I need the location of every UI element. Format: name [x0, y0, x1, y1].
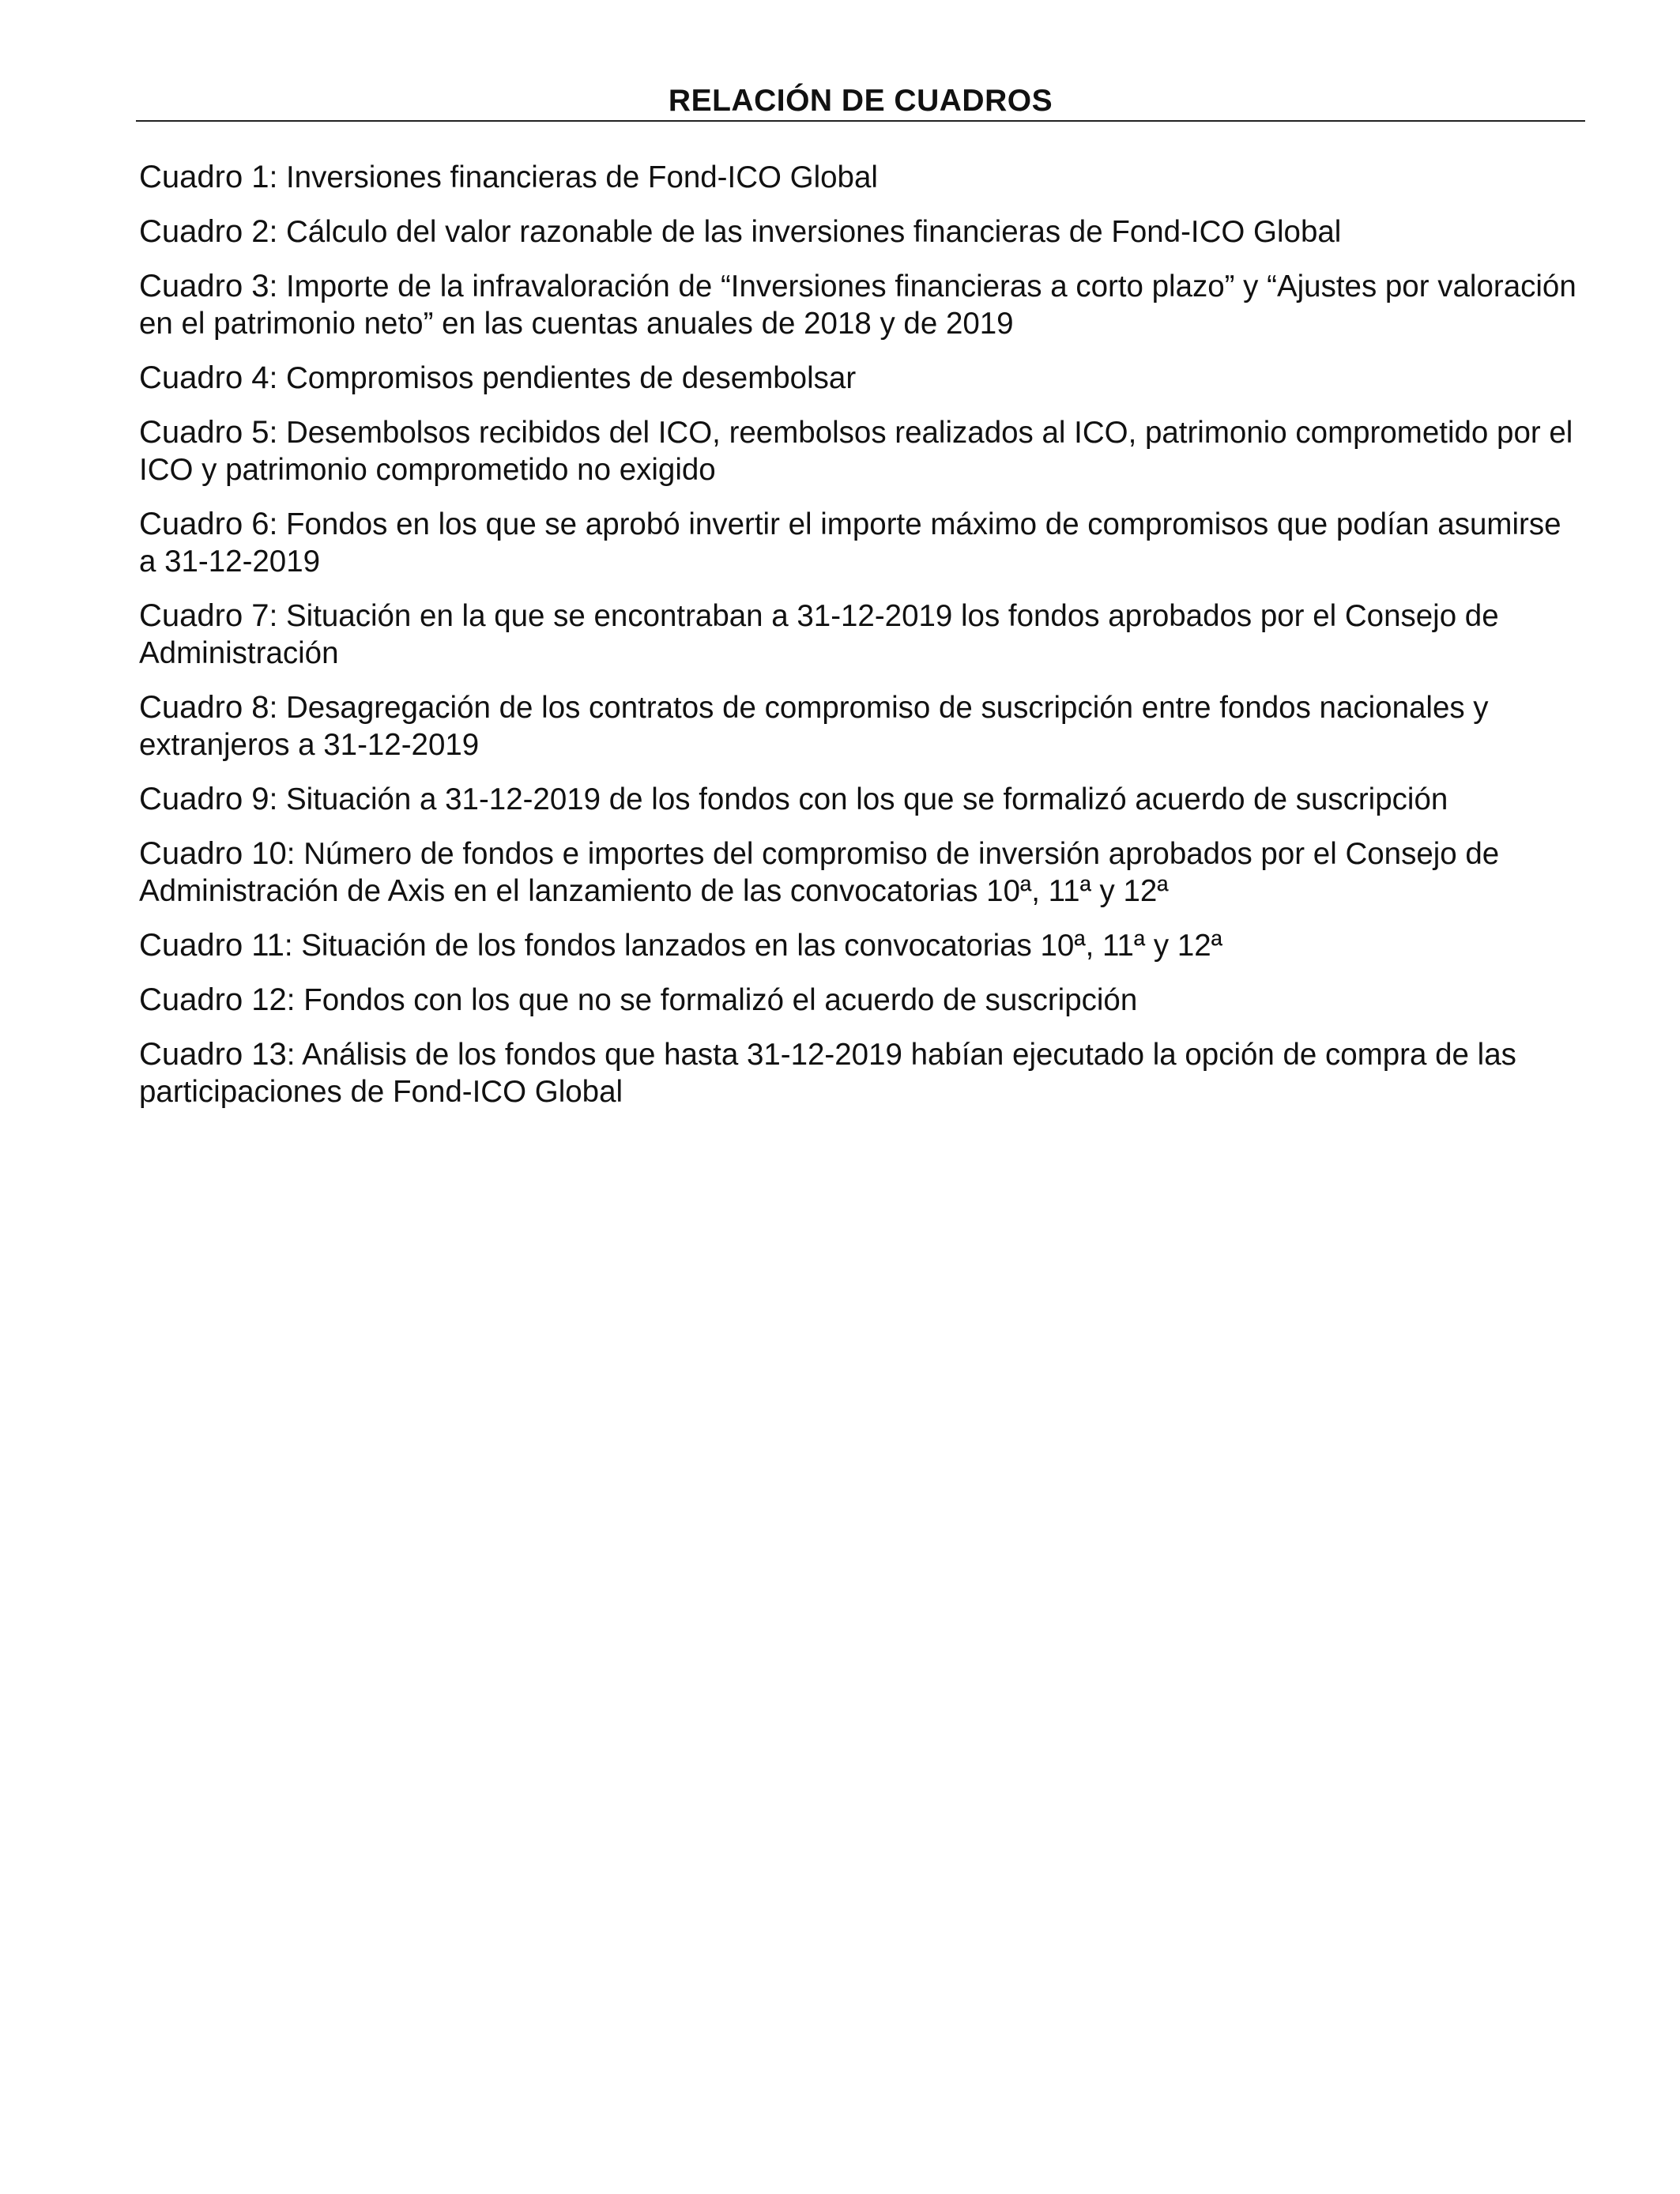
- list-item-label: Cuadro 12: [139, 982, 287, 1017]
- list-item-cuadro-1: [139, 159, 1585, 196]
- list-item-cuadro-8: [139, 689, 1585, 763]
- list-item-label: Cuadro 7: [139, 598, 269, 633]
- list-item-cuadro-6: [139, 506, 1585, 580]
- list-item-text: : Inversiones financieras de Fond-ICO Global: [269, 160, 878, 194]
- list-item-text: : Fondos con los que no se formalizó el acuerdo de suscripción: [286, 983, 1138, 1017]
- list-item-cuadro-9: [139, 781, 1585, 818]
- list-item-label: Cuadro 8: [139, 690, 269, 725]
- list-item-label: Cuadro 11: [139, 928, 284, 963]
- list-item-text: : Análisis de los fondos que hasta 31-12-2019 habían ejecutado la opción de compra de las participaciones de Fond-ICO Global: [139, 1038, 1516, 1109]
- list-item-cuadro-3: [139, 268, 1585, 342]
- list-item-cuadro-12: [139, 982, 1585, 1019]
- list-item-text: : Situación a 31-12-2019 de los fondos con los que se formalizó acuerdo de suscripción: [269, 782, 1448, 816]
- list-item-text: : Situación en la que se encontraban a 31-12-2019 los fondos aprobados por el Consejo de Administración: [139, 599, 1499, 670]
- list-item-cuadro-11: [139, 927, 1585, 964]
- list-item-text: : Compromisos pendientes de desembolsar: [269, 361, 857, 395]
- list-item-label: Cuadro 6: [139, 507, 269, 541]
- list-item-label: Cuadro 1: [139, 160, 269, 194]
- list-item-label: Cuadro 4: [139, 360, 269, 395]
- list-item-text: : Cálculo del valor razonable de las inversiones financieras de Fond-ICO Global: [269, 215, 1342, 249]
- list-item-cuadro-7: [139, 598, 1585, 672]
- list-item-label: Cuadro 13: [139, 1037, 287, 1072]
- list-item-text: : Situación de los fondos lanzados en las convocatorias 10ª, 11ª y 12ª: [284, 929, 1222, 963]
- list-item-label: Cuadro 2: [139, 214, 269, 249]
- list-item-cuadro-10: [139, 835, 1585, 910]
- list-item-label: Cuadro 10: [139, 836, 287, 871]
- page-title: RELACIÓN DE CUADROS: [668, 84, 1053, 118]
- table-of-tables-list: [139, 159, 1585, 1128]
- title-divider: [136, 120, 1585, 122]
- list-item-cuadro-5: [139, 414, 1585, 488]
- list-item-cuadro-13: [139, 1036, 1585, 1110]
- list-item-cuadro-4: [139, 360, 1585, 397]
- list-item-label: Cuadro 9: [139, 782, 269, 816]
- list-item-cuadro-2: [139, 213, 1585, 251]
- list-item-label: Cuadro 5: [139, 415, 269, 450]
- list-item-text: : Fondos en los que se aprobó invertir el importe máximo de compromisos que podían asumirse a 31-12-2019: [139, 507, 1561, 579]
- list-item-text: : Número de fondos e importes del compromiso de inversión aprobados por el Consejo de Administración de Axis en el lanzamiento de las convocatorias 10ª, 11ª y 12ª: [139, 837, 1500, 908]
- list-item-text: : Desagregación de los contratos de compromiso de suscripción entre fondos nacionales y extranjeros a 31-12-2019: [139, 691, 1489, 762]
- list-item-text: : Importe de la infravaloración de “Inversiones financieras a corto plazo” y “Ajustes por valoración en el patrimonio neto” en las cuentas anuales de 2018 y de 2019: [139, 270, 1576, 341]
- list-item-text: : Desembolsos recibidos del ICO, reembolsos realizados al ICO, patrimonio comprometido por el ICO y patrimonio comprometido no exigido: [139, 416, 1573, 487]
- list-item-label: Cuadro 3: [139, 269, 269, 303]
